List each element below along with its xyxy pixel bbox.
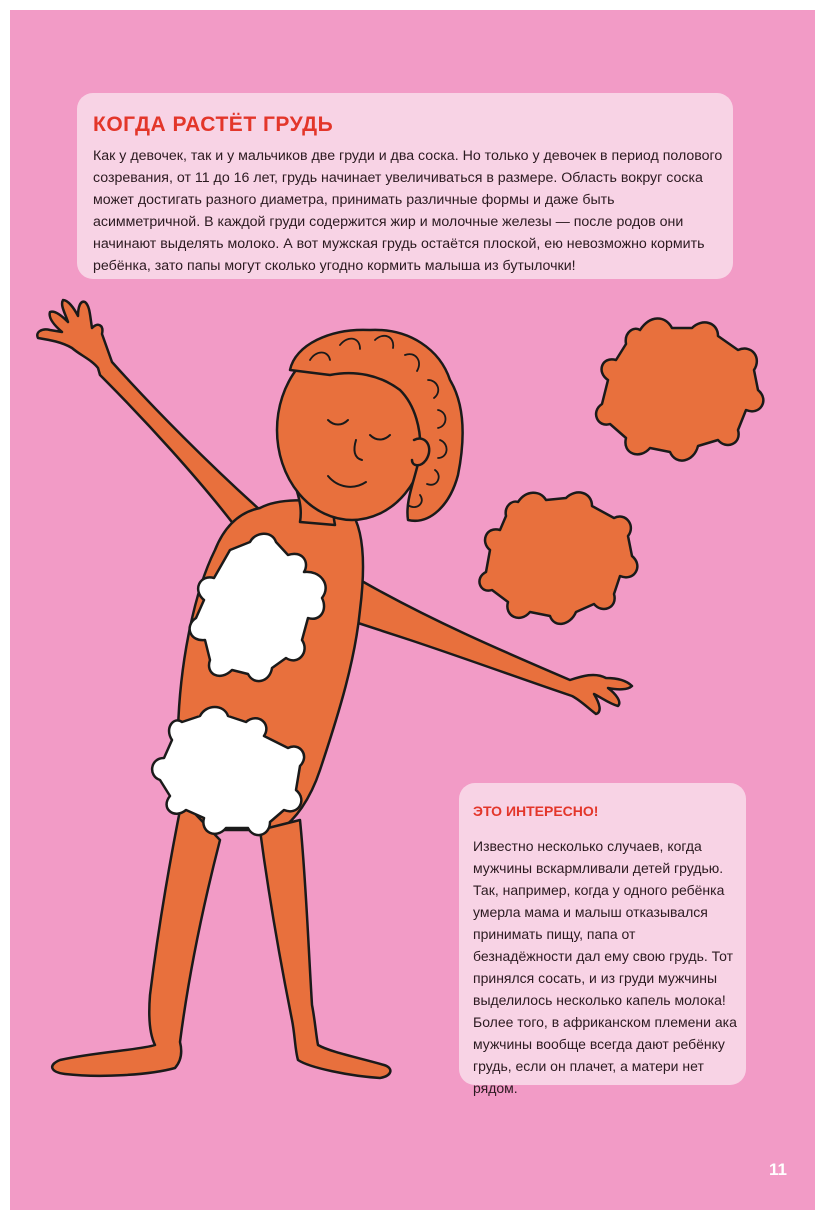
info-box-interesting-fact (459, 783, 746, 1096)
left-arm (37, 300, 260, 530)
section-title: КОГДА РАСТЁТ ГРУДЬ (93, 113, 334, 136)
floating-puzzle-pieces (479, 318, 763, 623)
fact-title: ЭТО ИНТЕРЕСНО! (473, 803, 599, 819)
section-body: Как у девочек, так и у мальчиков две груди и два соска. Но только у девочек в период полового созревания, от 11 до 16 лет, грудь начинает увеличиваться в размере. Область вокруг соска может достигать разного диаметра, принимать различные формы и даже быть асимметричной. В каждой груди содержится жир и молочные железы — после родов они начинают выделять молоко. А вот мужская грудь остаётся плоской, ею невозможно кормить ребёнка, зато папы могут сколько угодно кормить малыша из бутылочки! (93, 148, 723, 274)
page-number: 11 (769, 1160, 787, 1179)
right-leg (260, 820, 390, 1078)
floating-puzzle-piece-1 (596, 318, 763, 460)
left-leg (52, 800, 220, 1076)
book-page (10, 10, 815, 1210)
fact-body: Известно несколько случаев, когда мужчины вскармливали детей грудью. Так, например, когда у одного ребёнка умерла мама и малыш отказывался принимать пищу, папа от безнадёжности дал ему свою грудь. Тот принялся сосать, и из груди мужчины выделилось несколько капель молока! Более того, в африканском племени ака мужчины вообще всегда дают ребёнку грудь, если он плачет, а матери нет рядом. (473, 838, 737, 1096)
floating-puzzle-piece-2 (479, 492, 637, 623)
